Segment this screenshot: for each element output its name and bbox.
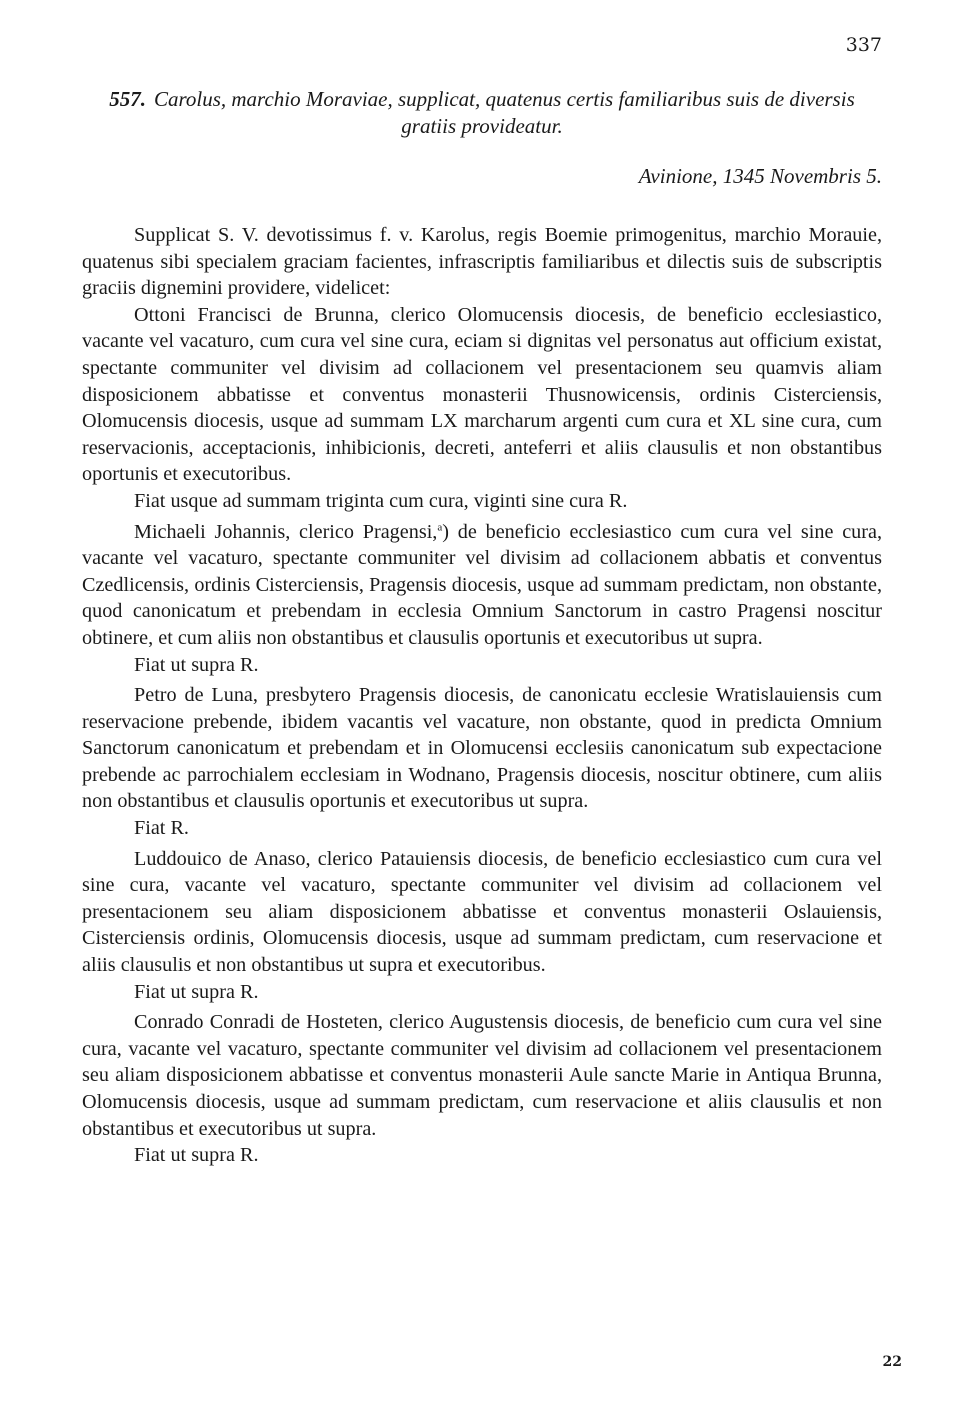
footnote-marker: a — [437, 520, 443, 533]
page-number: 337 — [845, 34, 882, 56]
paragraph-decision: Fiat R. — [134, 817, 189, 840]
document-title: Carolus, marchio Moraviae, supplicat, quatenus certis familiaribus suis de diversis gratiis provideatur. — [153, 87, 855, 138]
body-text — [82, 222, 882, 1173]
paragraph-petition-conrado: Conrado Conradi de Hosteten, clerico Augustensis diocesis, de beneficio cum cura vel sine cura, vacante vel vacaturo, spectante communiter vel divisim ad collacionem vel presentacionem seu aliam disposicionem abbatisse et conventus monasterii Aule sancte Marie in Antiqua Brunna, Olomucensis diocesis, usque ad summam predictam, cum reservacione et aliis clausulis et non obstantibus et executoribus ut supra. — [82, 1011, 882, 1140]
document-page — [82, 34, 882, 1394]
paragraph-decision: Fiat ut supra R. — [134, 1144, 259, 1167]
paragraph-petition-ottoni: Ottoni Francisci de Brunna, clerico Olomucensis diocesis, de beneficio ecclesiastico, vacante vel vacaturo, cum cura vel sine cura, eciam si dignitas vel personatus aut officium existat, spectante communiter vel divisim ad collacionem vel presentacionem seu quamvis aliam disposicionem abbatisse et conventus monasterii Thusnowicensis, ordinis Cisterciensis, Olomucensis diocesis, usque ad summam LX marcharum argenti cum cura et XL sine cura, cum reservacionis, acceptacionis, inhibicionis, decreti, anteferri et aliis clausulis et non obstantibus oportunis et executoribus. — [82, 303, 882, 486]
paragraph-petition-michaeli — [82, 519, 882, 652]
dateline: Avinione, 1345 Novembris 5. — [638, 164, 882, 188]
paragraph-decision: Fiat ut supra R. — [134, 653, 259, 676]
paragraph-decision: Fiat ut supra R. — [134, 980, 259, 1003]
paragraph-petition-petro: Petro de Luna, presbytero Pragensis diocesis, de canonicatu ecclesie Wratislauiensis cum reservacione prebende, ibidem vacantis vel vacature, non obstante, quod in predicta Omnium Sanctorum canonicatum et prebendam et in Olomucensi ecclesiis canonicatum sub expectacione prebende ac parrochialem ecclesiam in Wodnano, Pragensis diocesis, noscitur obtinere, cum aliis non obstantibus et clausulis oportunis et executoribus ut supra. — [82, 684, 882, 813]
signature-mark: 22 — [882, 1354, 902, 1370]
document-heading — [82, 86, 882, 140]
document-number: 557. — [109, 87, 146, 111]
paragraph-supplication: Supplicat S. V. devotissimus f. v. Karolus, regis Boemie primogenitus, marchio Morauie, quatenus sibi specialem graciam facientes, infrascriptis familiaribus et dilectis suis de subscriptis graciis dignemini providere, videlicet: — [82, 224, 882, 300]
paragraph-decision: Fiat usque ad summam triginta cum cura, viginti sine cura R. — [134, 489, 628, 512]
petition-text-before-note: Michaeli Johannis, clerico Pragensi, — [134, 520, 438, 543]
paragraph-petition-luddouico: Luddouico de Anaso, clerico Patauiensis diocesis, de beneficio ecclesiastico cum cura vel sine cura, vacante vel vacaturo, spectante communiter vel divisim ad collacionem vel presentacionem seu aliam disposicionem abbatisse et conventus monasterii Oslauiensis, Cisterciensis ordinis, Olomucensis diocesis, usque ad summam predictam, cum reservacione et aliis clausulis et non obstantibus ut supra et executoribus. — [82, 847, 882, 977]
petition-text-after-note: ) de beneficio ecclesiastico cum cura vel sine cura, vacante vel vacaturo, spectante communiter vel divisim ad collacionem abbatis et conventus Czedlicensis, ordinis Cisterciensis, Pragensis diocesis, usque ad summam predictam, non obstante, quod canonicatum et prebendam in ecclesia Omnium Sanctorum in castro Pragensi noscitur obtinere, et cum aliis non obstantibus et clausulis oportunis et executoribus ut supra. — [82, 520, 883, 649]
